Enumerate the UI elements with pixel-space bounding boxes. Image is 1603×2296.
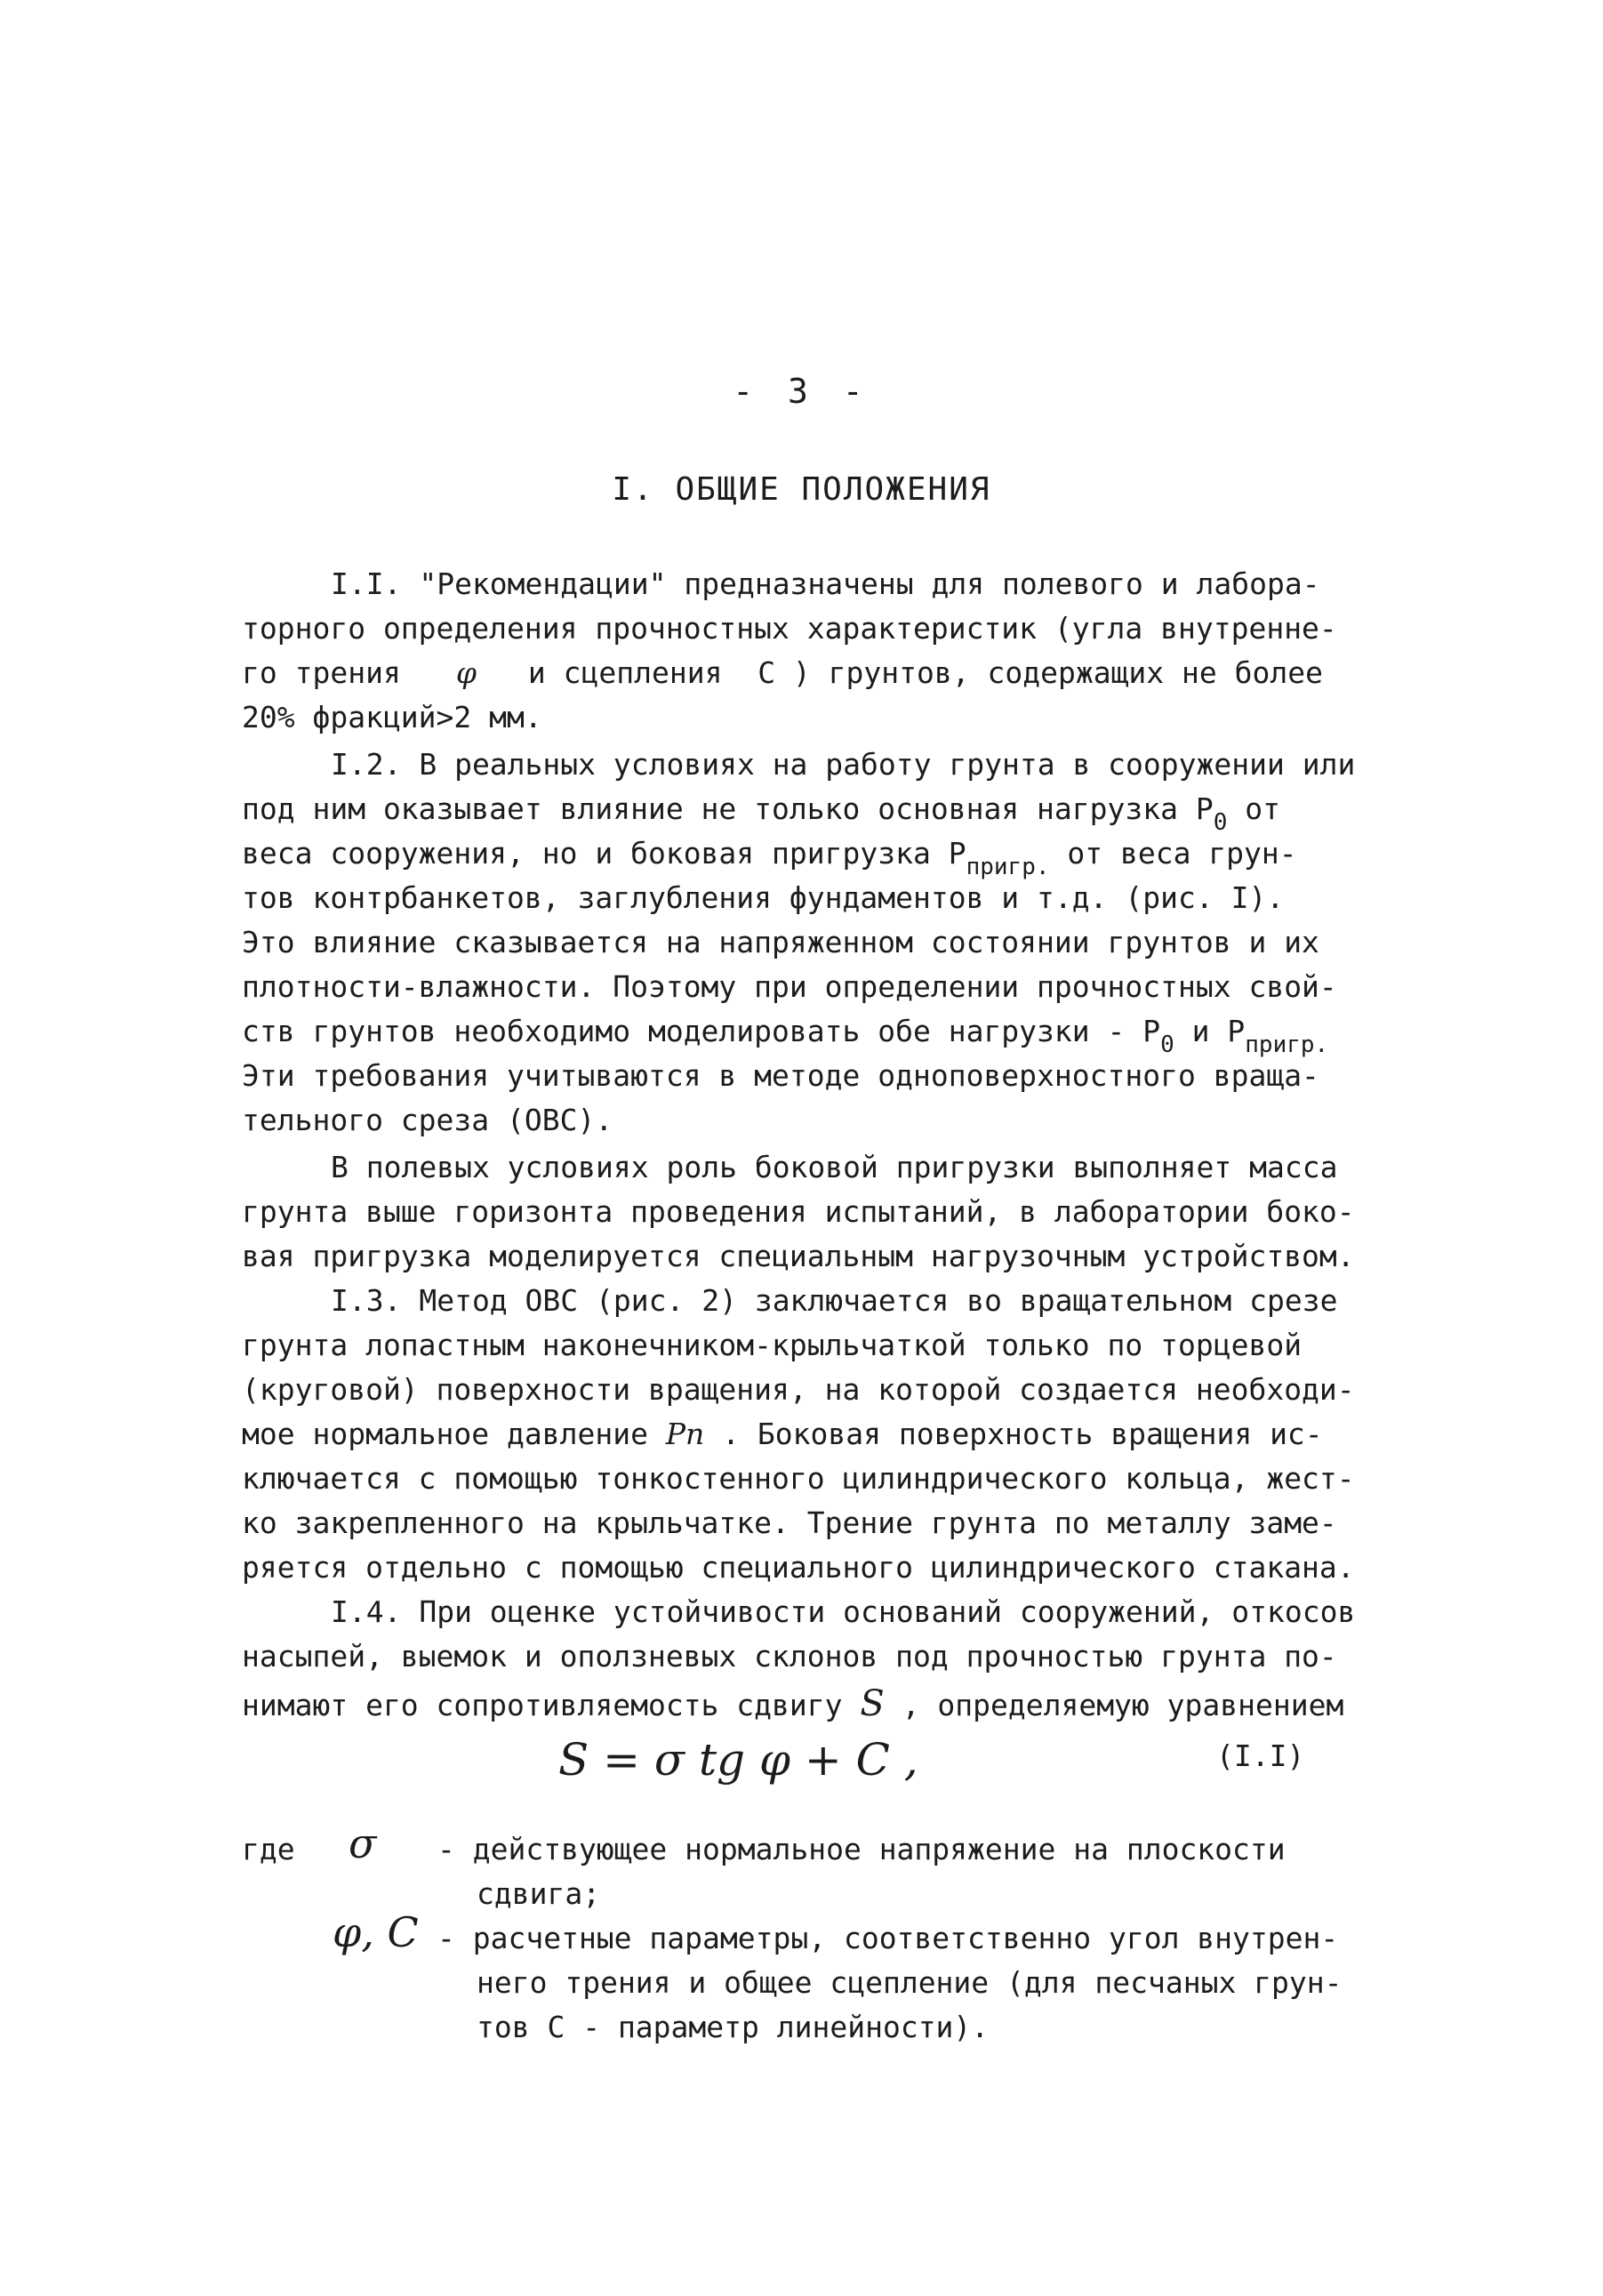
paragraph-1-3-line-4: мое нормальное давление Pn . Боковая поверхность вращения ис- [242,1417,1323,1451]
legend-definition-2-line-3: тов С - параметр линейности). [477,2010,990,2044]
paragraph-1-3-line-1: I.3. Метод ОВС (рис. 2) заключается во вращательном срезе [331,1283,1338,1318]
paragraph-1-2b-line-1: В полевых условиях роль боковой пригрузки выполняет масса [331,1150,1338,1184]
paragraph-1-2b-line-3: вая пригрузка моделируется специальным нагрузочным устройством. [242,1239,1355,1273]
paragraph-1-2-line-5: Это влияние сказывается на напряженном состоянии грунтов и их [242,925,1319,959]
paragraph-1-2-line-8: Эти требования учитываются в методе одноповерхностного враща- [242,1058,1319,1093]
legend-definition-1-line-2: сдвига; [477,1876,601,1911]
pn-symbol: Pn [665,1417,705,1451]
paragraph-1-3-line-3: (круговой) поверхности вращения, на которой создается необходи- [242,1372,1355,1407]
paragraph-1-2-line-7: ств грунтов необходимо моделировать обе нагрузки - $P_0$ и $P_{пригр.}$ [242,1014,1329,1058]
paragraph-1-2-line-9: тельного среза (ОВС). [242,1103,613,1137]
paragraph-1-3-line-6: ко закрепленного на крыльчатке. Трение грунта по металлу заме- [242,1505,1337,1540]
paragraph-1-1-line-1: I.I. "Рекомендации" предназначены для полевого и лабора- [331,566,1320,601]
paragraph-1-1-line-2: торного определения прочностных характеристик (угла внутренне- [242,611,1337,646]
paragraph-1-2-line-3: веса сооружения, но и боковая пригрузка $P_{пригр.}$ от веса грун- [242,836,1297,880]
paragraph-1-2-line-1: I.2. В реальных условиях на работу грунта в сооружении или [331,747,1356,782]
paragraph-1-4-line-3: нимают его сопротивляемость сдвигу S , определяемую уравнением [242,1683,1344,1724]
paragraph-1-2b-line-2: грунта выше горизонта проведения испытаний, в лаборатории боко- [242,1194,1355,1229]
paragraph-1-1-line-4: 20% фракций>2 мм. [242,700,542,735]
paragraph-1-2-line-2: под ним оказывает влияние не только основная нагрузка $P_0$ от [242,791,1280,836]
legend-definition-2-line-1: - расчетные параметры, соответственно угол внутрен- [437,1921,1339,1955]
paragraph-1-1-line-3: го трения φ и сцепления С ) грунтов, содержащих не более [242,655,1323,690]
phi-c-symbols: φ, C [333,1908,419,1956]
sigma-symbol: σ [349,1819,377,1867]
paragraph-1-4-line-1: I.4. При оценке устойчивости оснований сооружений, откосов [331,1594,1356,1629]
section-title: I. ОБЩИЕ ПОЛОЖЕНИЯ [612,471,991,508]
paragraph-1-3-line-5: ключается с помощью тонкостенного цилиндрического кольца, жест- [242,1461,1355,1496]
paragraph-1-3-line-7: ряется отдельно с помощью специального цилиндрического стакана. [242,1550,1355,1585]
legend-definition-2-line-2: него трения и общее сцепление (для песчаных грун- [477,1965,1343,2000]
shear-strength-formula: S = σ tg φ + C , [558,1734,918,1786]
legend-where: где [242,1832,295,1867]
s-symbol: S [860,1683,885,1724]
paragraph-1-2-line-4: тов контрбанкетов, заглубления фундаментов и т.д. (рис. I). [242,880,1285,915]
paragraph-1-2-line-6: плотности-влажности. Поэтому при определении прочностных свой- [242,969,1337,1004]
page-number: - 3 - [733,372,870,411]
paragraph-1-4-line-2: насыпей, выемок и оползневых склонов под прочностью грунта по- [242,1639,1337,1674]
phi-symbol: φ [455,655,477,690]
legend-definition-1-line-1: - действующее нормальное напряжение на плоскости [437,1832,1286,1867]
paragraph-1-3-line-2: грунта лопастным наконечником-крыльчаткой только по торцевой [242,1328,1302,1362]
formula-number: (I.I) [1216,1738,1305,1773]
